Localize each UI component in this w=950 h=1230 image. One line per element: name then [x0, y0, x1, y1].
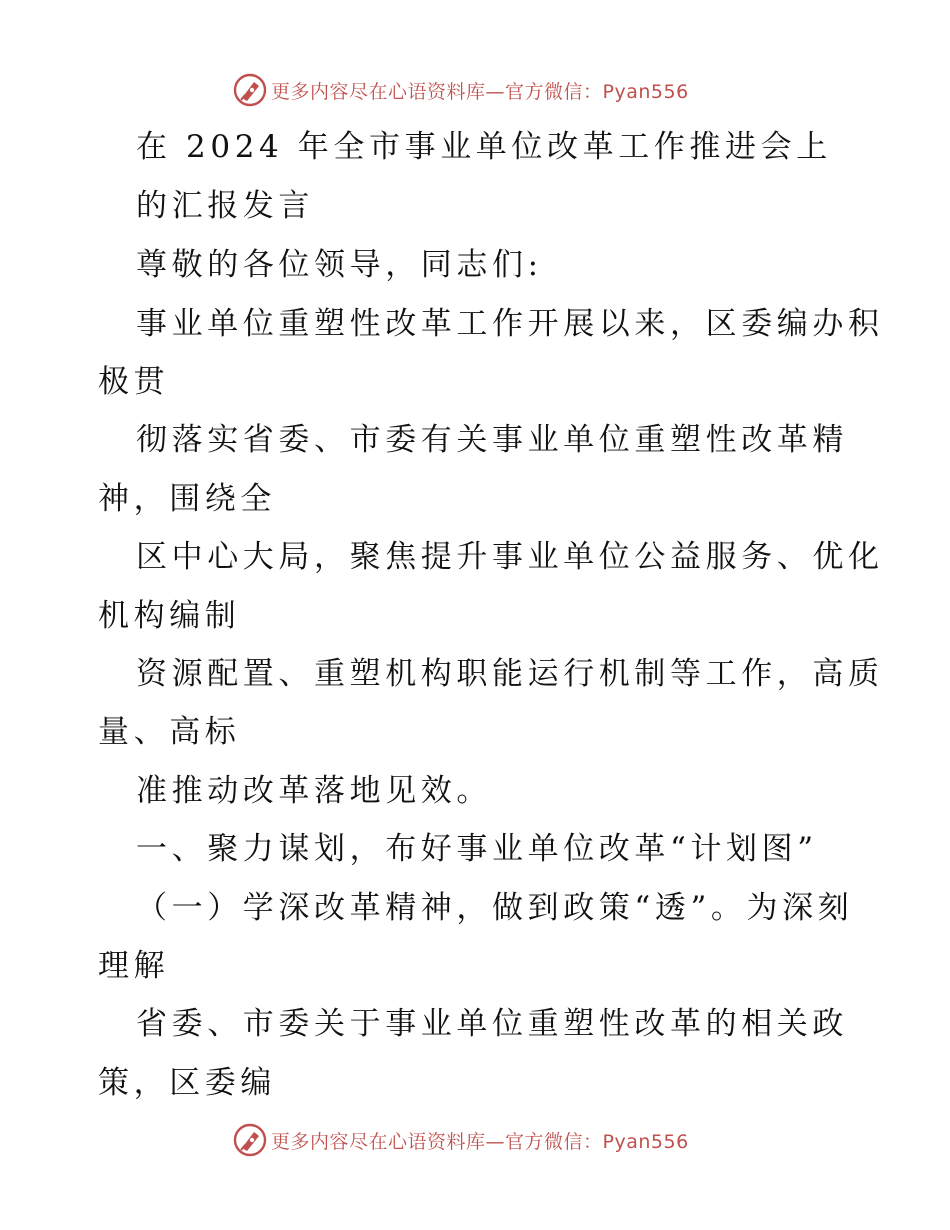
- watermark-text: 更多内容尽在心语资料库—官方微信：Pyan556: [271, 1130, 689, 1153]
- paragraph-line: 资源配置、重塑机构职能运行机制等工作，高质: [136, 656, 884, 692]
- paragraph-line: 准推动改革落地见效。: [136, 773, 492, 809]
- document-title-line-2: 的汇报发言: [136, 188, 314, 224]
- salutation: 尊敬的各位领导，同志们:: [136, 247, 543, 283]
- paragraph-line: 彻落实省委、市委有关事业单位重塑性改革精: [136, 422, 848, 458]
- paragraph-line: 策，区委编: [98, 1065, 276, 1101]
- paragraph-line: 神，围绕全: [98, 481, 276, 517]
- paragraph-line: 区中心大局，聚焦提升事业单位公益服务、优化: [136, 539, 884, 575]
- pen-nib-icon: [233, 1123, 267, 1157]
- section-heading: 一、聚力谋划，布好事业单位改革“计划图”: [136, 831, 818, 867]
- paragraph-line: 机构编制: [98, 598, 241, 634]
- paragraph-line: 极贯: [98, 364, 170, 400]
- subsection-heading: （一）学深改革精神，做到政策“透”。为深刻: [136, 890, 854, 926]
- paragraph-line: 省委、市委关于事业单位重塑性改革的相关政: [136, 1006, 848, 1042]
- document-title-line-1: 在 2024 年全市事业单位改革工作推进会上: [136, 129, 832, 165]
- paragraph-line: 理解: [98, 948, 170, 984]
- paragraph-line: 量、高标: [98, 714, 241, 750]
- footer-watermark: [233, 1122, 753, 1158]
- paragraph-line: 事业单位重塑性改革工作开展以来，区委编办积: [136, 306, 884, 342]
- watermark-text: 更多内容尽在心语资料库—官方微信：Pyan556: [271, 80, 689, 103]
